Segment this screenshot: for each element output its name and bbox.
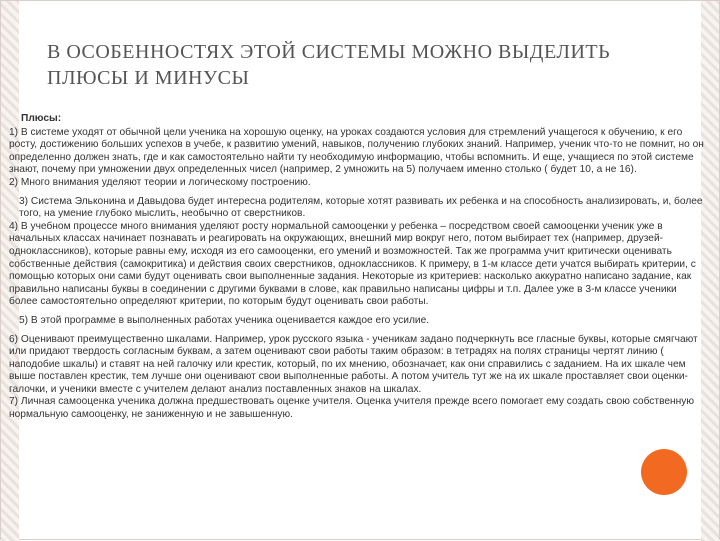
slide-title-line-2: ПЛЮСЫ И МИНУСЫ xyxy=(47,67,250,89)
orange-circle-decoration xyxy=(641,449,687,495)
paragraph-4: 4) В учебном процессе много внимания уделяют росту нормальной самооценки у ребенка – посредством своей самооценки ученик уже в начальных классах начинает познавать и реагировать на окружающих, внешний мир вокруг него, потом выбирает тех (например, друзей-одноклассников), которые равны ему, исходя из его самооценки, его умений и возможностей. Так же программа учит критически оценивать собственные действия (самокритика) и действия своих сверстников, одноклассников. К примеру, в 1-м классе дети учатся выбирать критерии, с помощью которых они сами будут оценивать свои выполненные задания. Некоторые из критериев: насколько аккуратно написано задание, как правильно написаны буквы в соединении с другими буквами в слове, как правильно написаны цифры и т.п. Далее уже в 3-м классе ученики более самостоятельно определяют критерии, по которым будут оценивать свои работы. xyxy=(9,220,696,308)
slide-body xyxy=(9,113,705,422)
paragraph-2: 2) Много внимания уделяют теории и логическому построению. xyxy=(9,176,311,188)
paragraph-3: 3) Система Эльконина и Давыдова будет интересна родителям, которые хотят развивать их ребенка и на способность анализировать, и, более того, на умение глубоко мыслить, необычно от сверстников. xyxy=(19,195,703,220)
paragraph-7: 7) Личная самооценка ученика должна предшествовать оценке учителя. Оценка учителя прежде всего помогает ему создать свою собственную нормальную самооценку, не заниженную и не завышенную. xyxy=(9,396,695,421)
paragraph-6: 6) Оценивают преимущественно шкалами. Например, урок русского языка - ученикам задано подчеркнуть все гласные буквы, которые смягчают или придают твердость согласным буквам, а затем оценивают свои работы таким образом: в тетрадях на полях страницы чертят линию ( наподобие шкалы) и ставят на ней галочку или крестик, который, по их мнению, обозначает, как они справились с заданием. На их шкале чем выше поставлен крестик, тем лучше они оценивают свои выполненные работы. А потом учитель тут же на их шкале проставляет свои оценки-галочки, и ученики вместе с учителем делают анализ поставленных знаков на шкалах. xyxy=(9,333,698,395)
paragraph-5: 5) В этой программе в выполненных работах ученика оценивается каждое его усилие. xyxy=(19,314,430,326)
paragraph-1: 1) В системе уходят от обычной цели ученика на хорошую оценку, на уроках создаются условия для стремлений учащегося к обучению, к его росту, достижению больших успехов в учебе, к развитию умений, навыков, получению глубоких знаний. Например, ученик что-то не помнит, но он определенно должен знать, где и как самостоятельно найти ту необходимую информацию, чтобы вспомнить. И еще, учащиеся по этой системе знают, почему при умножении двух определенных чисел (например, 2 умножить на 5) получаем именно столько ( будет 10, а не 16). xyxy=(9,126,704,176)
slide-title-line-1: В ОСОБЕННОСТЯХ ЭТОЙ СИСТЕМЫ МОЖНО ВЫДЕЛИТЬ xyxy=(47,41,611,63)
slide-title xyxy=(47,39,667,91)
pluses-heading: Плюсы: xyxy=(21,113,62,124)
